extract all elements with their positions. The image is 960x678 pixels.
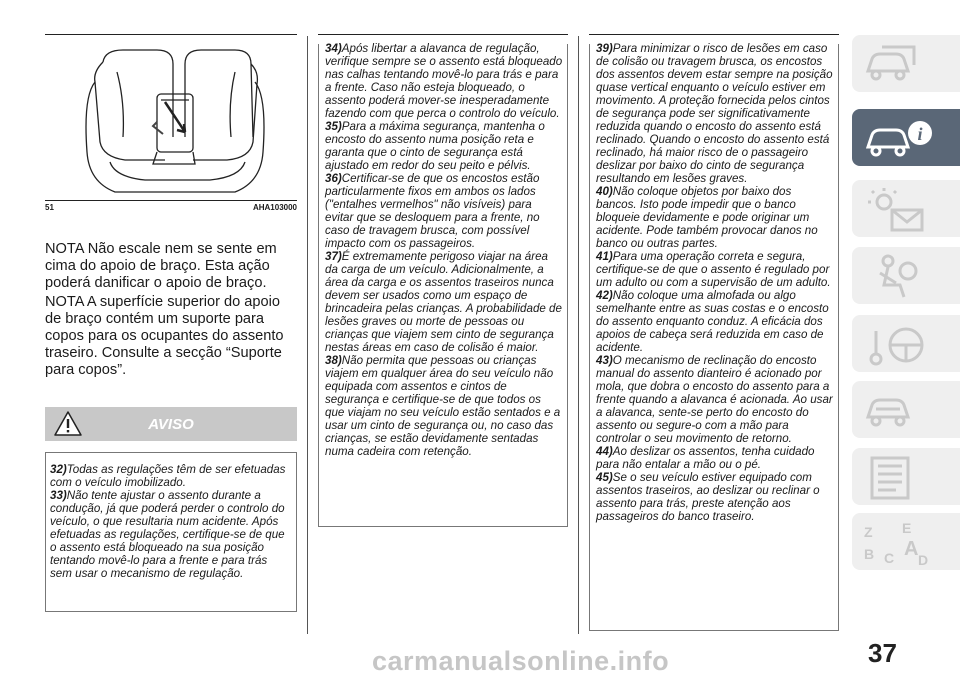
car-info-icon: [862, 115, 934, 159]
figure-caption: [45, 203, 297, 212]
warning-item: [325, 354, 563, 458]
warning-item: [325, 120, 563, 172]
item-number: 43): [596, 354, 613, 367]
item-number: 39): [596, 42, 613, 55]
column-divider: [578, 36, 579, 634]
item-number: 32): [50, 463, 67, 476]
item-number: 33): [50, 489, 67, 502]
top-rule: [318, 34, 568, 35]
alphabet-index-icon: [862, 519, 934, 569]
column-divider: [307, 36, 308, 634]
warnings-column-2: [318, 44, 568, 527]
item-text: O mecanismo de reclinação do encosto manual do assento dianteiro é acionado por mola, que dobra o encosto do assento para a frente quando a alavanca é acionada. Ao usar a alavanca, sente-se perto do encosto do assento ou segure-o com a mão para controlar o seu movimento de retorno.: [596, 354, 833, 445]
warning-lights-icon: [862, 186, 934, 234]
item-number: 36): [325, 172, 342, 185]
item-number: 38): [325, 354, 342, 367]
item-number: 45): [596, 471, 613, 484]
warning-item: [50, 489, 292, 580]
steering-wheel-icon: [862, 321, 934, 369]
item-text: Ao deslizar os assentos, tenha cuidado para não entalar a mão ou o pé.: [596, 445, 815, 471]
figure-number: 51: [45, 203, 54, 212]
item-text: Não coloque objetos por baixo dos bancos. Isto pode impedir que o banco bloqueie devidamente e pode originar um acidente. Pode também provocar danos no banco ou outras partes.: [596, 185, 818, 250]
watermark: carmanualsonline.info: [372, 646, 670, 676]
item-text: Se o seu veículo estiver equipado com assentos traseiros, ao deslizar ou reclinar o assento para trás, preste atenção aos passageiros do banco traseiro.: [596, 471, 820, 523]
svg-text:E: E: [902, 520, 912, 536]
warning-item: [596, 185, 834, 250]
car-emergency-icon: [862, 387, 922, 433]
rear-seat-armrest-figure: [45, 42, 297, 200]
page-number: 37: [868, 638, 897, 668]
chapter-tab-dashboard[interactable]: [852, 35, 960, 92]
chapter-tab-emergency[interactable]: [852, 381, 960, 438]
chapter-tab-starting-driving[interactable]: [852, 315, 960, 372]
item-text: Para a máxima segurança, mantenha o encosto do assento numa posição reta e garanta que o cinto de segurança está ajustado em redor do seu peito e pélvis.: [325, 120, 545, 172]
item-text: Após libertar a alavanca de regulação, verifique sempre se o assento está bloqueado nas calhas tentando movê-lo para trás e para a frente. Caso não esteja bloqueado, o assento poderá mover-se inesperadamente fazendo com que perca o controlo do veículo.: [325, 42, 563, 120]
warning-item: [50, 463, 292, 489]
svg-text:C: C: [884, 550, 895, 566]
warning-item: [596, 445, 834, 471]
warning-title: AVISO: [148, 416, 194, 433]
chapter-tab-index[interactable]: [852, 513, 960, 570]
warning-item: [596, 250, 834, 289]
note-cupholder: NOTA A superfície superior do apoio de braço contém um suporte para copos para os ocupantes do assento traseiro. Consulte a secção “Suporte para copos”.: [45, 294, 284, 378]
item-number: 44): [596, 445, 613, 458]
item-text: Para uma operação correta e segura, certifique-se de que o assento é regulado por um adulto ou com a supervisão de um adulto.: [596, 250, 831, 289]
warnings-column-3: [589, 44, 839, 631]
item-text: Não coloque uma almofada ou algo semelhante entre as suas costas e o encosto do assento enquanto conduz. A eficácia dos apoios de cabeça será reduzida em caso de acidente.: [596, 289, 829, 354]
chapter-tab-safety[interactable]: [852, 247, 960, 304]
warning-header: [45, 407, 297, 441]
item-number: 42): [596, 289, 613, 302]
warning-item: [325, 250, 563, 354]
item-number: 40): [596, 185, 613, 198]
item-text: Não tente ajustar o assento durante a condução, já que poderá perder o controlo do veículo, o que resultaria num acidente. Após efetuadas as regulações, certifique-se de que o assento está bloqueado na sua posição tentando movê-lo para a frente e para trás sem usar o mecanismo de regulação.: [50, 489, 285, 580]
item-text: É extremamente perigoso viajar na área da carga de um veículo. Adicionalmente, a área da carga e os assentos traseiros nunca devem ser usados como um espaço de brincadeira pelas crianças. A probabilidade de lesões graves ou morte de pessoas ou crianças que viajem sem cinto de segurança nestas áreas em caso de colisão é maior.: [325, 250, 562, 354]
item-number: 35): [325, 120, 342, 133]
top-rule: [589, 34, 839, 35]
warning-item: [596, 289, 834, 354]
item-text: Não permita que pessoas ou crianças viajem em qualquer área do seu veículo não equipada com assentos e cintos de segurança e certifique-se de que todos os que viajam no seu veículo estão sentados e a usar um cinto de segurança ou, no caso das crianças, se estão devidamente sentadas numa cadeira com retenção.: [325, 354, 561, 458]
airbag-seat-icon: [862, 253, 934, 299]
warning-item: [596, 471, 834, 523]
svg-text:D: D: [918, 552, 929, 568]
chapter-tab-warning-lights[interactable]: [852, 180, 960, 237]
car-dashboard-icon: [862, 41, 922, 85]
top-rule: [45, 34, 297, 35]
svg-text:A: A: [904, 538, 919, 560]
figure-code: AHA103000: [252, 203, 297, 212]
item-number: 34): [325, 42, 342, 55]
chapter-tab-specifications[interactable]: [852, 448, 960, 505]
item-text: Todas as regulações têm de ser efetuadas com o veículo imobilizado.: [50, 463, 286, 489]
chapter-tab-vehicle-info[interactable]: [852, 109, 960, 166]
note-armrest: NOTA Não escale nem se sente em cima do apoio de braço. Esta ação poderá danificar o apoio de braço.: [45, 241, 277, 291]
svg-text:Z: Z: [864, 524, 873, 540]
svg-text:i: i: [917, 124, 923, 144]
specifications-icon: [862, 454, 922, 502]
warning-box: [45, 452, 297, 612]
warning-item: [325, 172, 563, 250]
item-text: Para minimizar o risco de lesões em caso de colisão ou travagem brusca, os encostos dos assentos devem estar sempre na posição quase vertical enquanto o veículo estiver em movimento. A proteção fornecida pelos cintos de segurança pode ser significativamente reduzida quando o encosto do assento está reclinado. Quando o encosto do assento está reclinado, há maior risco de o passageiro deslizar por baixo do cinto de segurança resultando em lesões graves.: [596, 42, 833, 185]
item-number: 41): [596, 250, 613, 263]
warning-item: [596, 354, 834, 445]
svg-text:B: B: [864, 546, 875, 562]
item-text: Certificar-se de que os encostos estão particularmente fixos em ambos os lados ("entalhes vermelhos" não visíveis) para evitar que se desloquem para a frente, no caso de travagem brusca, com possível impacto com os passageiros.: [325, 172, 540, 250]
figure-rule: [45, 200, 297, 201]
warning-item: [596, 42, 834, 185]
warning-item: [325, 42, 563, 120]
item-number: 37): [325, 250, 342, 263]
